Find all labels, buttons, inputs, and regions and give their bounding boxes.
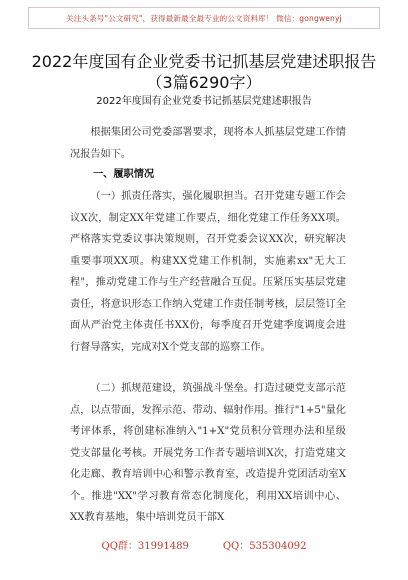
paragraph-responsibility: （一）抓责任落实，强化履职担当。召开党建专题工作会议X次，制定XX年党建工作要点，细化党建工作任务XX项。严格落实党委议事决策规则，召开党委会议XX次，研究解决重要事项XX项。构建XX党建工作机制，实施素xx"无大工程"，推动党建工作与生产经营融合互促。压紧压实基层党建责任，将意识形态工作纳入党建工作责任制考核，层层签订全面从严治党主体责任书XX份，每季度召开党建季度调度会进行督导落实，完成对X个党支部的巡察工作。 [70, 191, 346, 353]
document-subtitle: 2022年度国有企业党委书记抓基层党建述职报告 [96, 96, 312, 107]
document-title: 2022年度国有企业党委书记抓基层党建述职报告（3篇6290字） [31, 52, 377, 92]
section-heading: 一、履职情况 [93, 169, 155, 180]
promo-banner: 关注头条号"公文研究"，获得最新最全最专业的公文资料库！ 微信：gongwenyj [28, 7, 380, 29]
qq-group-number: QQ群：31991489 [101, 541, 189, 552]
intro-paragraph: 根据集团公司党委部署要求，现将本人抓基层党建工作情况报告如下。 [70, 127, 346, 160]
qq-number: QQ：535304092 [222, 541, 307, 552]
contact-footer [0, 537, 408, 552]
paragraph-standardization: （二）抓规范建设，筑强战斗堡垒。打造过硬党支部示范点，以点带面，发挥示范、带动、辐射作用。推行"1+5"量化考评体系，将创建标准纳入"1+X"党员积分管理办法和星级党支部量化考核。开展党务工作者专题培训X次，打造党建文化走廊、教育培训中心和警示教育室，改造提升党团活动室X个。推进"XX"学习教育常态化制度化，利用XX培训中心、XX教育基地，集中培训党员干部X [70, 383, 346, 523]
